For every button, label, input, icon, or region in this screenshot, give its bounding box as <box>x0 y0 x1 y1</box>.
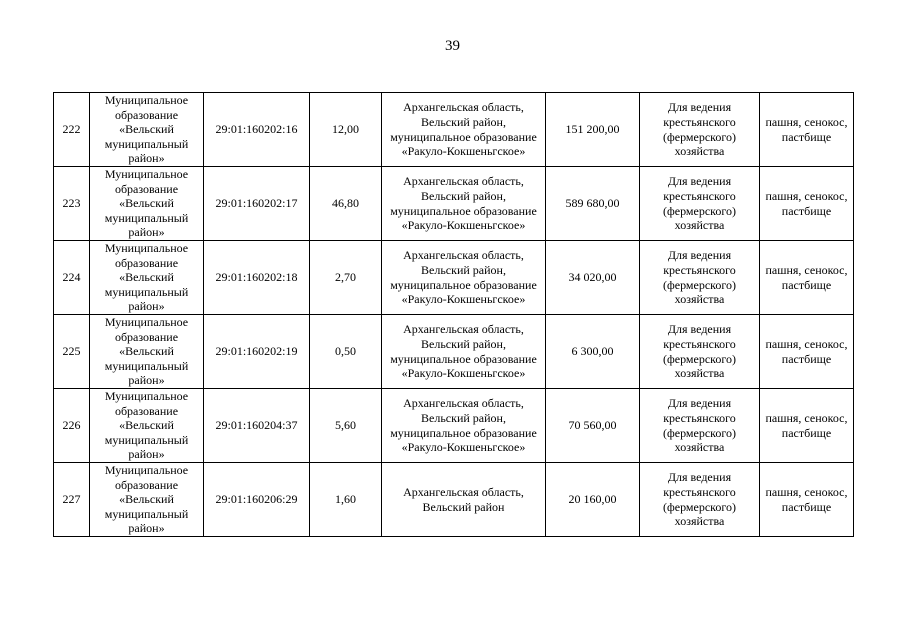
address-cell: Архангельская область, Вельский район, муниципальное образование «Ракуло-Кокшеньгское» <box>382 241 546 315</box>
table-row <box>54 241 854 315</box>
cadastral-number-cell: 29:01:160204:37 <box>204 389 310 463</box>
cadastral-value-cell: 20 160,00 <box>546 463 640 537</box>
land-use-cell: пашня, сенокос, пастбище <box>760 463 854 537</box>
table-row <box>54 463 854 537</box>
address-cell: Архангельская область, Вельский район <box>382 463 546 537</box>
address-cell: Архангельская область, Вельский район, муниципальное образование «Ракуло-Кокшеньгское» <box>382 167 546 241</box>
owner-cell: Муниципальное образование «Вельский муниципальный район» <box>90 93 204 167</box>
purpose-cell: Для ведения крестьянского (фермерского) хозяйства <box>640 463 760 537</box>
cadastral-value-cell: 589 680,00 <box>546 167 640 241</box>
address-cell: Архангельская область, Вельский район, муниципальное образование «Ракуло-Кокшеньгское» <box>382 389 546 463</box>
table-row <box>54 93 854 167</box>
land-use-cell: пашня, сенокос, пастбище <box>760 315 854 389</box>
land-use-cell: пашня, сенокос, пастбище <box>760 241 854 315</box>
owner-cell: Муниципальное образование «Вельский муниципальный район» <box>90 241 204 315</box>
area-cell: 46,80 <box>310 167 382 241</box>
page-number: 39 <box>445 38 460 54</box>
owner-cell: Муниципальное образование «Вельский муниципальный район» <box>90 463 204 537</box>
area-cell: 1,60 <box>310 463 382 537</box>
area-cell: 2,70 <box>310 241 382 315</box>
row-number: 222 <box>54 93 90 167</box>
cadastral-number-cell: 29:01:160206:29 <box>204 463 310 537</box>
row-number: 225 <box>54 315 90 389</box>
address-cell: Архангельская область, Вельский район, муниципальное образование «Ракуло-Кокшеньгское» <box>382 93 546 167</box>
cadastral-number-cell: 29:01:160202:16 <box>204 93 310 167</box>
table-row <box>54 167 854 241</box>
row-number: 223 <box>54 167 90 241</box>
land-use-cell: пашня, сенокос, пастбище <box>760 93 854 167</box>
purpose-cell: Для ведения крестьянского (фермерского) хозяйства <box>640 315 760 389</box>
land-use-cell: пашня, сенокос, пастбище <box>760 389 854 463</box>
cadastral-value-cell: 34 020,00 <box>546 241 640 315</box>
purpose-cell: Для ведения крестьянского (фермерского) хозяйства <box>640 93 760 167</box>
land-plots-table <box>53 92 854 537</box>
owner-cell: Муниципальное образование «Вельский муниципальный район» <box>90 167 204 241</box>
area-cell: 12,00 <box>310 93 382 167</box>
area-cell: 0,50 <box>310 315 382 389</box>
owner-cell: Муниципальное образование «Вельский муниципальный район» <box>90 315 204 389</box>
cadastral-number-cell: 29:01:160202:19 <box>204 315 310 389</box>
row-number: 226 <box>54 389 90 463</box>
table-row <box>54 315 854 389</box>
row-number: 227 <box>54 463 90 537</box>
purpose-cell: Для ведения крестьянского (фермерского) хозяйства <box>640 389 760 463</box>
cadastral-value-cell: 6 300,00 <box>546 315 640 389</box>
cadastral-value-cell: 151 200,00 <box>546 93 640 167</box>
cadastral-number-cell: 29:01:160202:18 <box>204 241 310 315</box>
cadastral-number-cell: 29:01:160202:17 <box>204 167 310 241</box>
table-row <box>54 389 854 463</box>
area-cell: 5,60 <box>310 389 382 463</box>
row-number: 224 <box>54 241 90 315</box>
cadastral-value-cell: 70 560,00 <box>546 389 640 463</box>
land-use-cell: пашня, сенокос, пастбище <box>760 167 854 241</box>
address-cell: Архангельская область, Вельский район, муниципальное образование «Ракуло-Кокшеньгское» <box>382 315 546 389</box>
owner-cell: Муниципальное образование «Вельский муниципальный район» <box>90 389 204 463</box>
purpose-cell: Для ведения крестьянского (фермерского) хозяйства <box>640 167 760 241</box>
purpose-cell: Для ведения крестьянского (фермерского) хозяйства <box>640 241 760 315</box>
